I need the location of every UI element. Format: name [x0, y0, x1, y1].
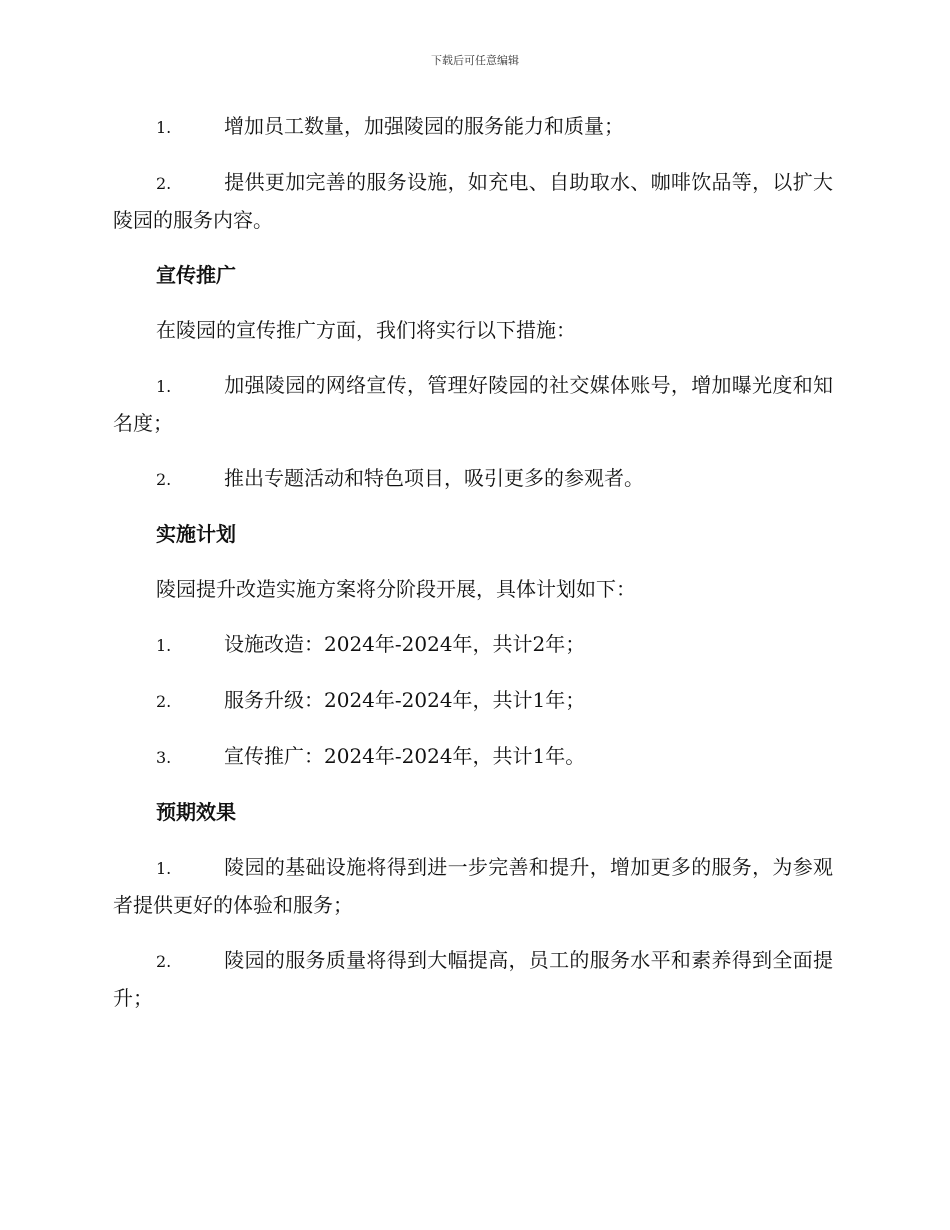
section-heading: 宣传推广 [156, 263, 236, 287]
list-number: 1. [156, 377, 172, 396]
list-number: 3. [156, 748, 172, 767]
list-number: 2. [156, 952, 172, 971]
list-item [113, 367, 833, 442]
list-number: 2. [156, 470, 172, 489]
list-item [113, 849, 833, 924]
list-item [113, 942, 833, 1017]
list-item-text: 提供更加完善的服务设施，如充电、自助取水、咖啡饮品等，以扩大陵园的服务内容。 [113, 170, 833, 232]
list-number: 1. [156, 859, 172, 878]
list-item [113, 738, 833, 776]
list-item-text: 陵园的基础设施将得到进一步完善和提升，增加更多的服务，为参观者提供更好的体验和服务； [113, 855, 833, 917]
list-item [113, 682, 833, 720]
list-item [113, 460, 833, 498]
list-item-text: 陵园的服务质量将得到大幅提高，员工的服务水平和素养得到全面提升； [113, 948, 833, 1010]
section-heading: 预期效果 [156, 800, 236, 824]
list-number: 2. [156, 692, 172, 711]
page-header: 下载后可任意编辑 [431, 54, 519, 67]
section-heading: 实施计划 [156, 522, 236, 546]
section-intro: 在陵园的宣传推广方面，我们将实行以下措施： [156, 318, 576, 342]
list-number: 1. [156, 636, 172, 655]
list-item-text: 设施改造：2024年-2024年，共计2年； [224, 632, 586, 656]
list-item-text: 增加员工数量，加强陵园的服务能力和质量； [224, 114, 624, 138]
list-item-text: 宣传推广：2024年-2024年，共计1年。 [224, 744, 586, 768]
list-item-text: 加强陵园的网络宣传，管理好陵园的社交媒体账号，增加曝光度和知名度； [113, 373, 833, 435]
list-item-text: 推出专题活动和特色项目，吸引更多的参观者。 [224, 466, 644, 490]
list-item-text: 服务升级：2024年-2024年，共计1年； [224, 688, 586, 712]
list-item [113, 626, 833, 664]
list-number: 2. [156, 174, 172, 193]
document-body [113, 108, 833, 1035]
list-number: 1. [156, 118, 172, 137]
section-intro: 陵园提升改造实施方案将分阶段开展，具体计划如下： [156, 577, 636, 601]
list-item [113, 164, 833, 239]
list-item [113, 108, 833, 146]
